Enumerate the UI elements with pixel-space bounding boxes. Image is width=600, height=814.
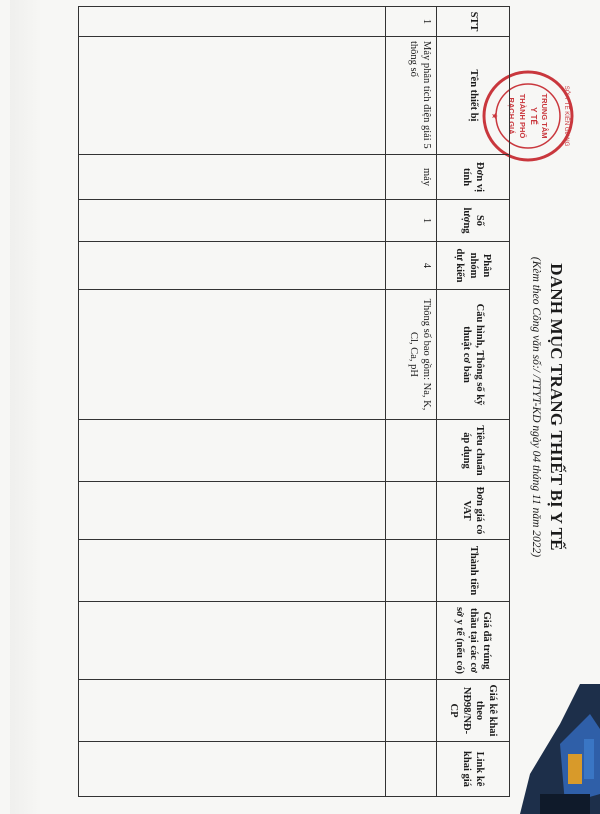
- col-header-total: Thành tiền: [437, 540, 510, 602]
- cell-declared-price: [386, 680, 437, 742]
- seal-ring-text: SỞ Y TẾ KIÊN GIANG: [563, 85, 569, 147]
- cell-stt: 1: [386, 7, 437, 37]
- col-header-unit-price: Đơn giá có VAT: [437, 482, 510, 540]
- seal-text-top: TRUNG TÂM: [540, 93, 549, 139]
- col-header-spec: Cấu hình, Thông số kỹ thuật cơ bản: [437, 290, 510, 420]
- cell-group: 4: [386, 242, 437, 290]
- seal-star-icon: ★: [490, 112, 499, 120]
- adjacent-page-image-fragment: [520, 684, 600, 814]
- cell-unit: máy: [386, 155, 437, 200]
- cell-spec: Thông số bao gồm: Na, K, Cl, Ca, pH: [386, 290, 437, 420]
- col-header-device-name: Tên thiết bị: [437, 37, 510, 155]
- seal-text-bottom: RẠCH GIÁ: [507, 97, 516, 135]
- seal-text-mid2: THÀNH PHỐ: [518, 93, 527, 139]
- col-header-declared-price: Giá kê khai theo NĐ98/NĐ-CP: [437, 680, 510, 742]
- table-header-row: [437, 7, 510, 797]
- col-header-stt: STT: [437, 7, 510, 37]
- seal-text-mid1: Y TẾ: [529, 107, 538, 125]
- cell-price-link: [386, 742, 437, 797]
- table-row: [386, 7, 437, 797]
- col-header-won-price: Giá đã trúng thầu tại các cơ sở y tế (nếu có): [437, 602, 510, 680]
- document-title: DANH MỤC TRANG THIẾT BỊ Y TẾ: [547, 263, 566, 551]
- equipment-table: [78, 6, 510, 797]
- col-header-group: Phân nhóm dự kiến: [437, 242, 510, 290]
- document-subtitle: (Kèm theo Công văn số:/ /TTYT-KD ngày 04 tháng 11 năm 2022): [530, 256, 542, 558]
- cell-device-name: Máy phân tích điện giải 5 thông số: [386, 37, 437, 155]
- col-header-price-link: Link kê khai giá: [437, 742, 510, 797]
- cell-unit-price: [386, 482, 437, 540]
- cell-won-price: [386, 602, 437, 680]
- col-header-unit: Đơn vị tính: [437, 155, 510, 200]
- cell-total: [386, 540, 437, 602]
- col-header-quantity: Số lượng: [437, 200, 510, 242]
- cell-standard: [386, 420, 437, 482]
- table-row-empty: [79, 7, 386, 797]
- col-header-standard: Tiêu chuẩn áp dụng: [437, 420, 510, 482]
- cell-quantity: 1: [386, 200, 437, 242]
